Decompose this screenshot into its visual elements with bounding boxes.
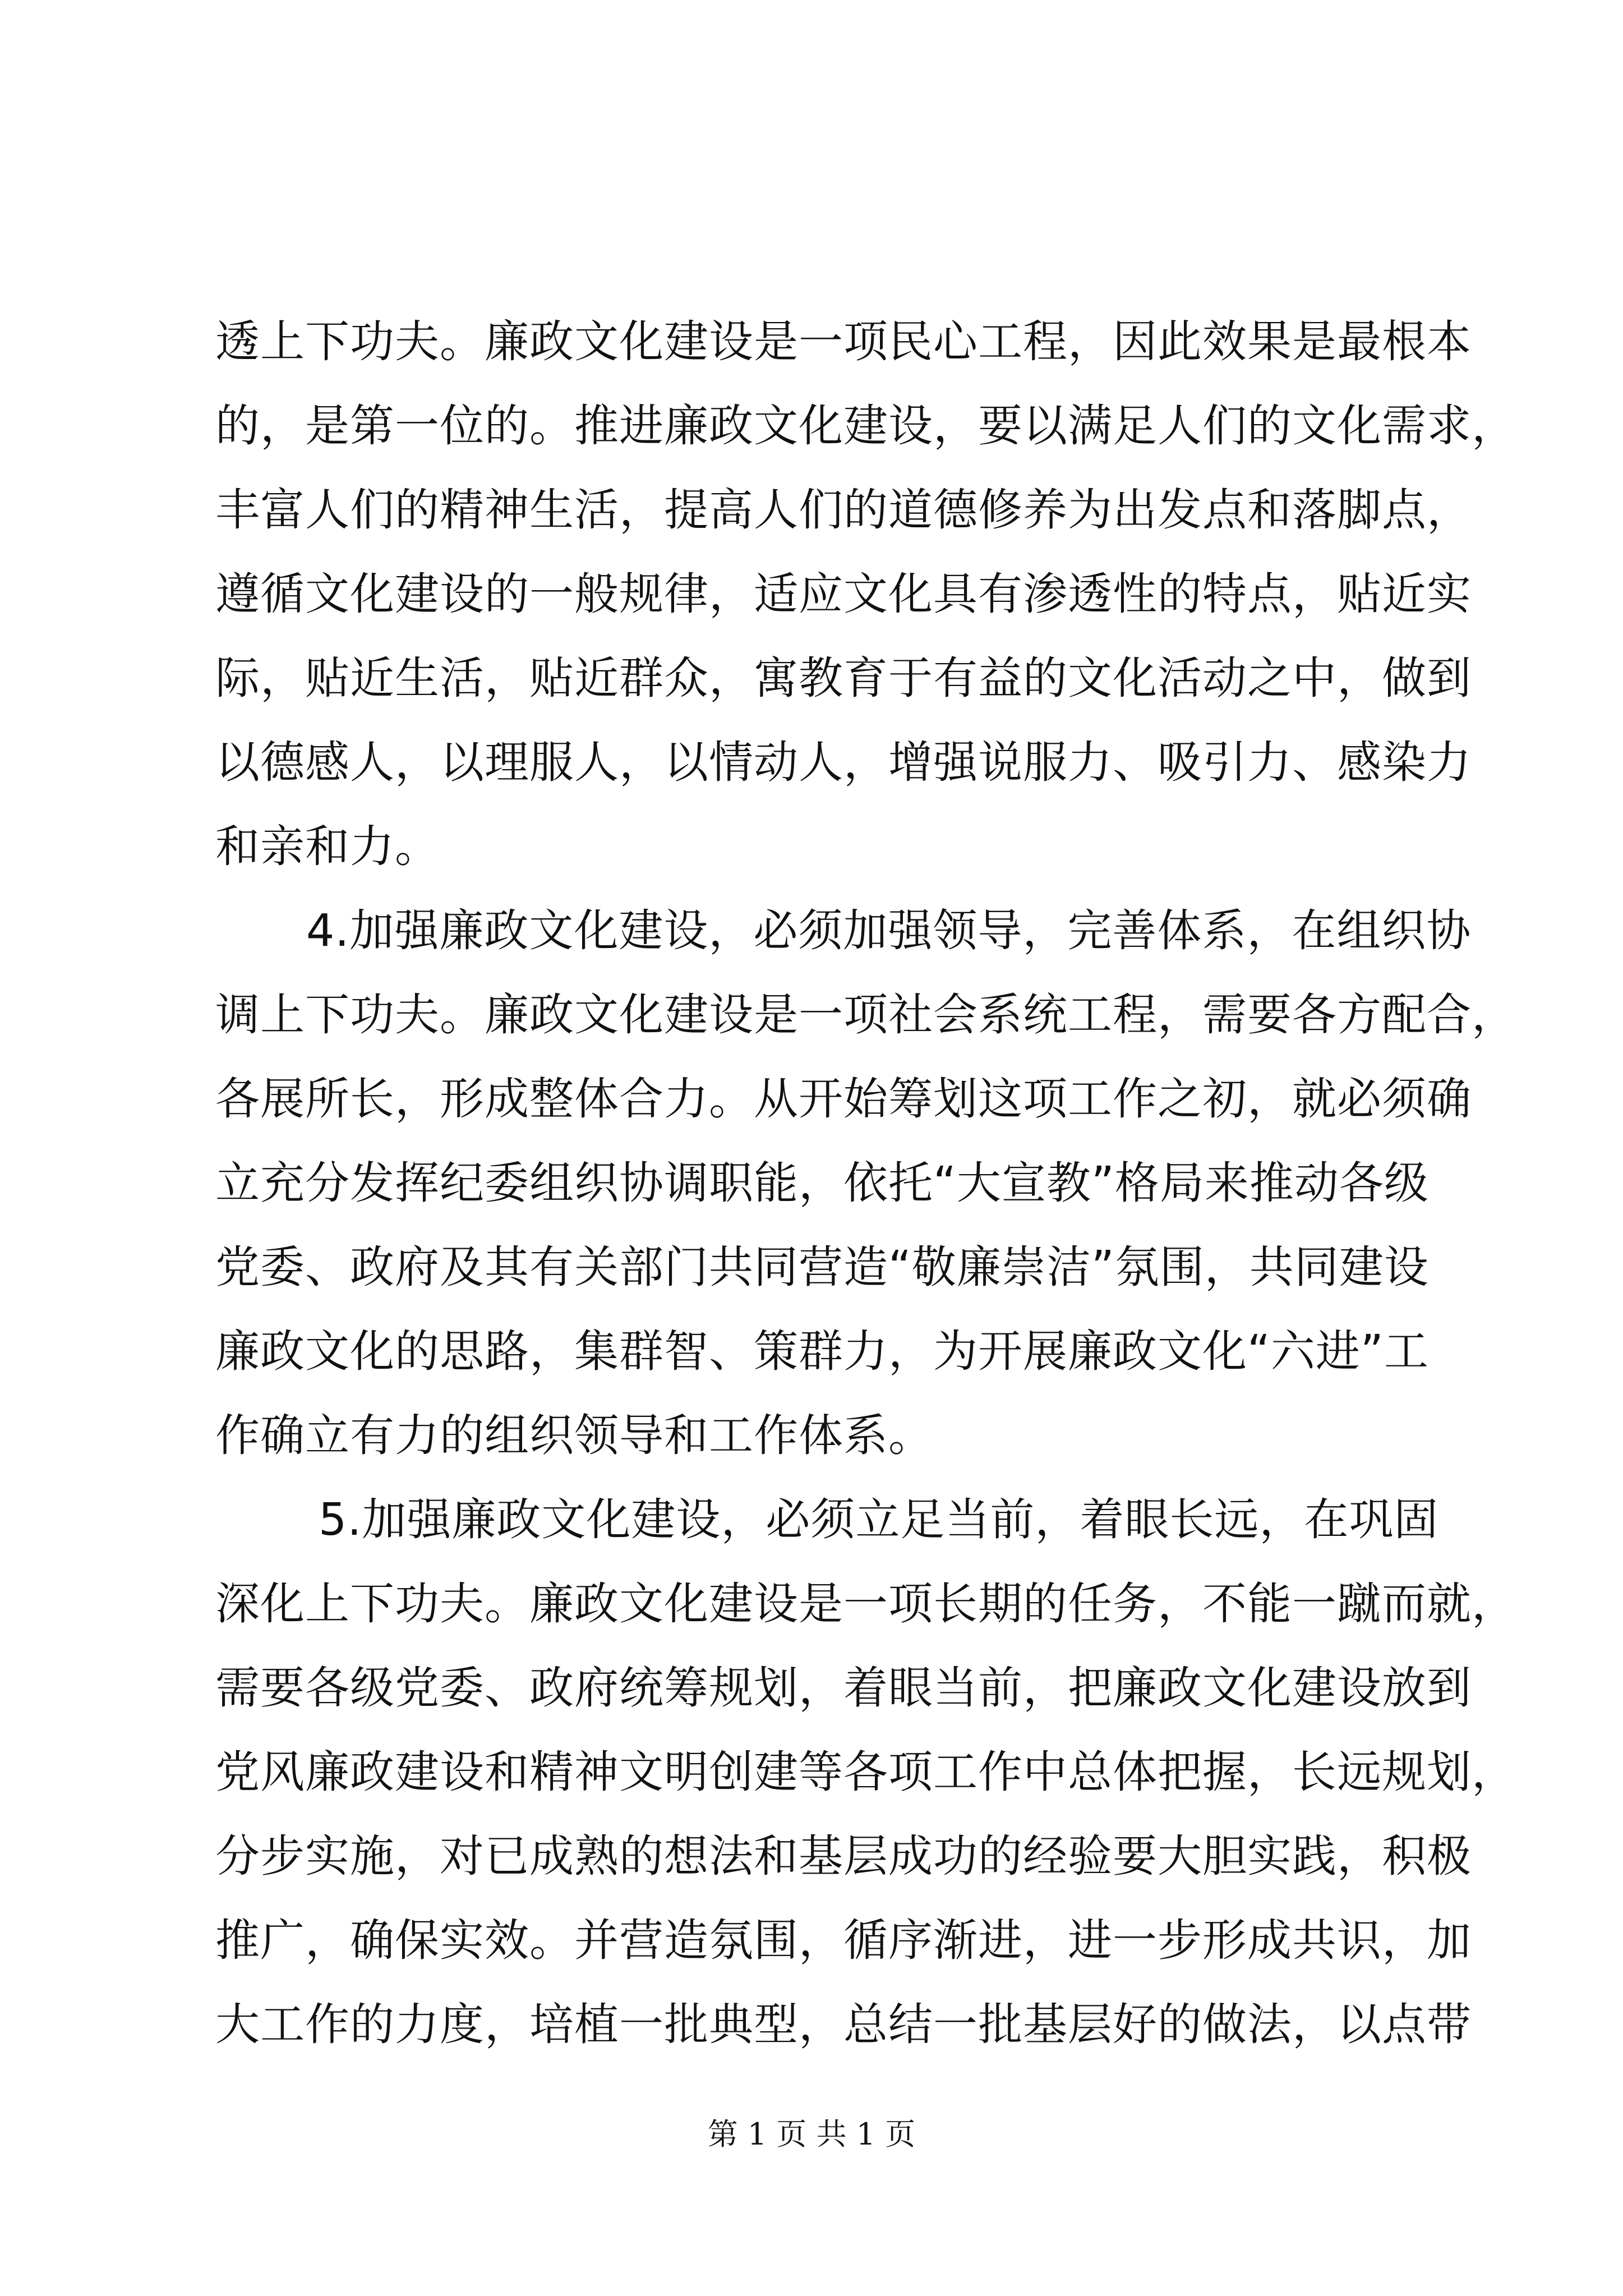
text-line: 调上下功夫。廉政文化建设是一项社会系统工程，需要各方配合，: [215, 989, 1516, 1041]
text-line: 以德感人，以理服人，以情动人，增强说服力、吸引力、感染力: [215, 737, 1472, 788]
paragraph-5-first-line: 5.加强廉政文化建设，必须立足当前，着眼长远，在巩固: [319, 1494, 1439, 1545]
text-line: 大工作的力度，培植一批典型，总结一批基层好的做法，以点带: [215, 1999, 1472, 2050]
text-line: 和亲和力。: [215, 821, 440, 872]
document-body: [215, 300, 1516, 2067]
text-line: 透上下功夫。廉政文化建设是一项民心工程，因此效果是最根本: [215, 316, 1472, 367]
text-line: 党委、政府及其有关部门共同营造“敬廉崇洁”氛围，共同建设: [215, 1241, 1429, 1293]
text-line: 党风廉政建设和精神文明创建等各项工作中总体把握，长远规划，: [215, 1746, 1516, 1798]
text-line: 作确立有力的组织领导和工作体系。: [215, 1410, 933, 1461]
text-line: 需要各级党委、政府统筹规划，着眼当前，把廉政文化建设放到: [215, 1662, 1472, 1714]
text-line: 各展所长，形成整体合力。从开始筹划这项工作之初，就必须确: [215, 1073, 1472, 1125]
text-line: 际，贴近生活，贴近群众，寓教育于有益的文化活动之中，做到: [215, 652, 1472, 704]
text-line: 立充分发挥纪委组织协调职能，依托“大宣教”格局来推动各级: [215, 1157, 1429, 1209]
text-line: 的，是第一位的。推进廉政文化建设，要以满足人们的文化需求，: [215, 400, 1516, 452]
text-line: 遵循文化建设的一般规律，适应文化具有渗透性的特点，贴近实: [215, 568, 1472, 620]
text-line: 分步实施，对已成熟的想法和基层成功的经验要大胆实践，积极: [215, 1830, 1472, 1882]
paragraph-4-first-line: 4.加强廉政文化建设，必须加强领导，完善体系，在组织协: [306, 905, 1472, 956]
text-line: 推广，确保实效。并营造氛围，循序渐进，进一步形成共识，加: [215, 1915, 1472, 1966]
text-line: 丰富人们的精神生活，提高人们的道德修养为出发点和落脚点，: [215, 484, 1472, 536]
text-line: 深化上下功夫。廉政文化建设是一项长期的任务，不能一蹴而就，: [215, 1578, 1516, 1630]
page-number-footer: 第 1 页 共 1 页: [707, 2116, 916, 2152]
text-line: 廉政文化的思路，集群智、策群力，为开展廉政文化“六进”工: [215, 1326, 1429, 1377]
